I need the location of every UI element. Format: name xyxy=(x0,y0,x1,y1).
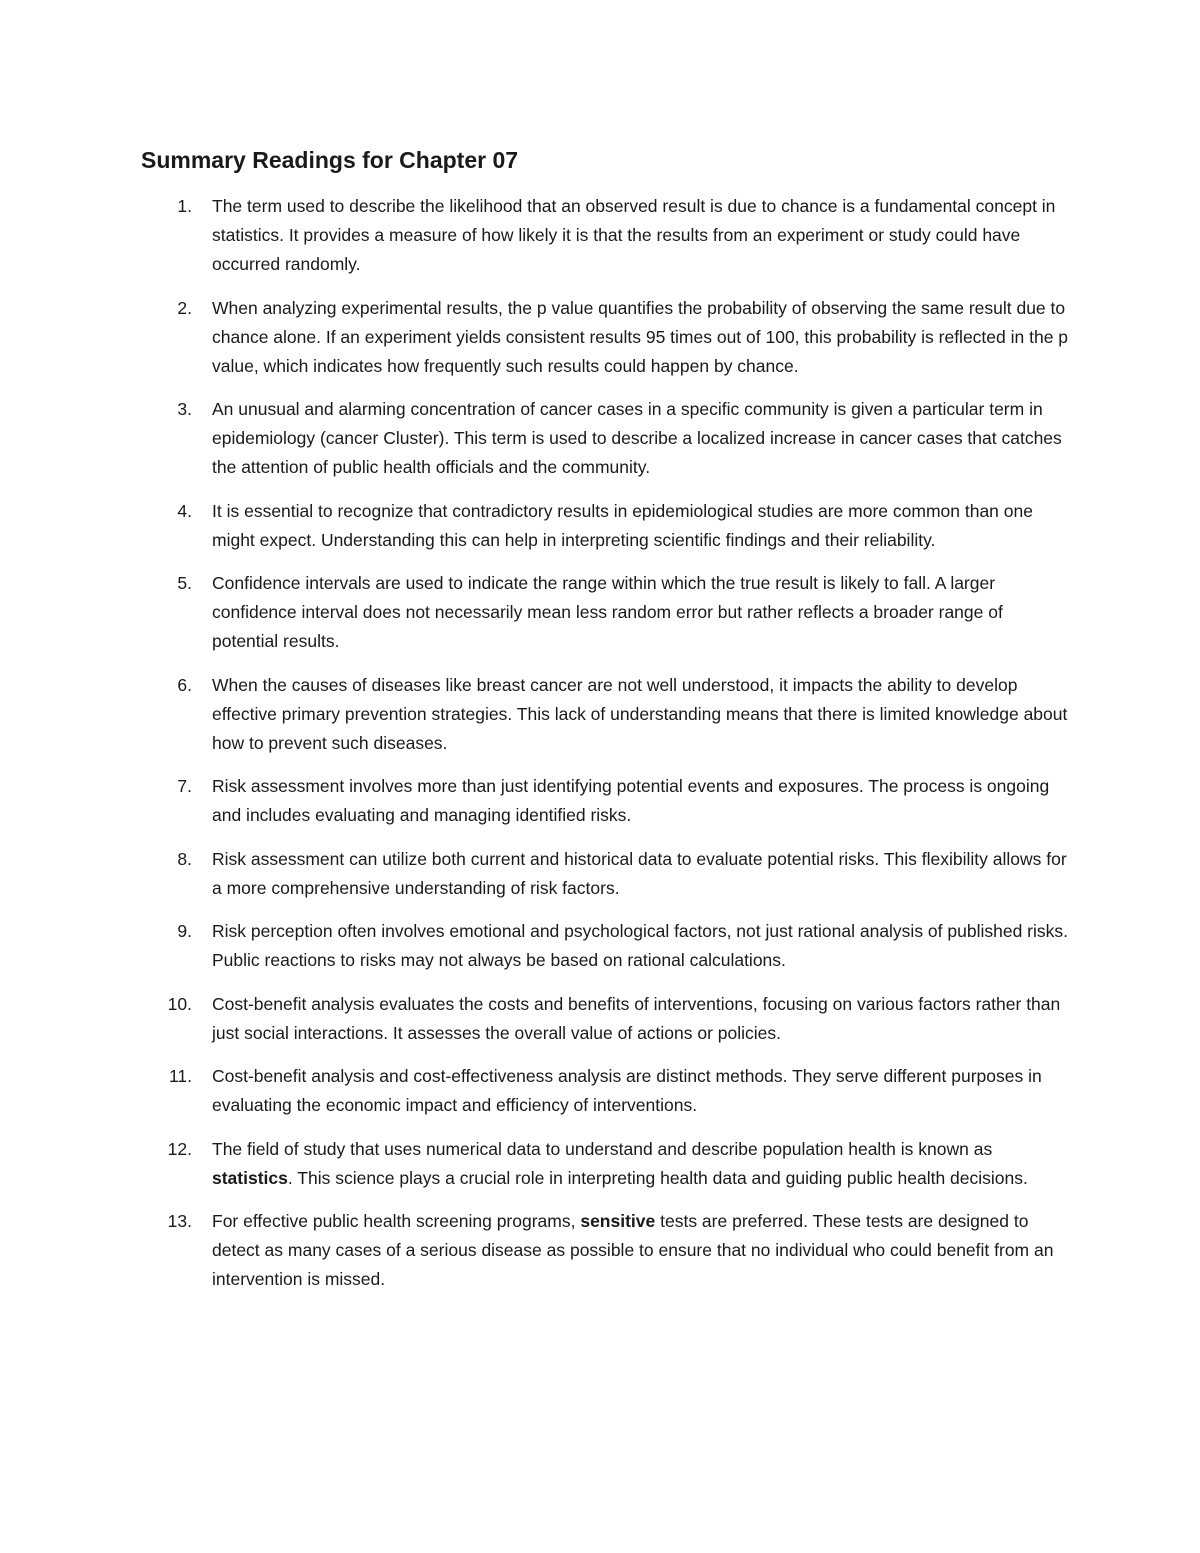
list-item-number: 4. xyxy=(177,500,192,521)
list-item xyxy=(0,1135,1200,1193)
list-item-number: 2. xyxy=(177,297,192,318)
list-item xyxy=(0,497,1200,555)
text-segment: The term used to describe the likelihood that an observed result is due to chance is a fundamental concept in statistics. It provides a measure of how likely it is that the results from an experiment or study could have occurred randomly. xyxy=(212,196,1056,274)
text-segment: Cost-benefit analysis and cost-effectiveness analysis are distinct methods. They serve different purposes in evaluating the economic impact and efficiency of interventions. xyxy=(212,1066,1042,1115)
list-item xyxy=(0,1062,1200,1120)
list-item-text xyxy=(212,1207,1070,1294)
list-item xyxy=(0,395,1200,482)
list-item-text xyxy=(212,569,1070,656)
list-item-text xyxy=(212,294,1070,381)
text-segment: Risk assessment can utilize both current and historical data to evaluate potential risks. This flexibility allows for a more comprehensive understanding of risk factors. xyxy=(212,848,1067,898)
text-segment: . This science plays a crucial role in interpreting health data and guiding public health decisions. xyxy=(287,1167,1028,1188)
list-item xyxy=(0,990,1200,1048)
text-segment: For effective public health screening programs, xyxy=(212,1211,581,1231)
list-item xyxy=(0,1207,1200,1294)
list-item xyxy=(0,772,1200,830)
list-item-text xyxy=(212,1062,1070,1120)
summary-list xyxy=(0,192,1200,1309)
text-segment: tests are preferred. These tests are designed to detect as many cases of a serious disease as possible to ensure that no individual who could benefit from an intervention is missed. xyxy=(212,1211,1054,1289)
text-segment: An unusual and alarming concentration of cancer cases in a specific community is given a particular term in epidemiology (cancer Cluster). This term is used to describe a localized increase in cancer cases that catches the attention of public health officials and the community. xyxy=(212,399,1062,477)
list-item xyxy=(0,845,1200,903)
text-segment: The field of study that uses numerical data to understand and describe population health is known as xyxy=(212,1138,993,1159)
list-item-text xyxy=(212,1135,1070,1193)
list-item-text xyxy=(212,990,1070,1048)
list-item-number: 11. xyxy=(168,1066,192,1086)
list-item-number: 10. xyxy=(167,993,192,1014)
list-item-text xyxy=(212,671,1070,758)
list-item-number: 3. xyxy=(177,399,192,419)
list-item xyxy=(0,192,1200,279)
list-item xyxy=(0,917,1200,975)
text-segment: When the causes of diseases like breast cancer are not well understood, it impacts the ability to develop effective primary prevention strategies. This lack of understanding means that there is limited knowledge about how to prevent such diseases. xyxy=(212,674,1068,753)
list-item-number: 5. xyxy=(177,573,192,593)
text-segment: When analyzing experimental results, the p value quantifies the probability of observing the same result due to chance alone. If an experiment yields consistent results 95 times out of 100, this probability is reflected in the p value, which indicates how frequently such results could happen by chance. xyxy=(212,297,1069,376)
list-item-text xyxy=(212,917,1070,975)
list-item-text xyxy=(212,395,1070,482)
list-item-number: 13. xyxy=(167,1211,192,1231)
list-item-text xyxy=(212,497,1070,555)
list-item-number: 9. xyxy=(177,921,192,941)
bold-term: sensitive xyxy=(580,1211,656,1231)
text-segment: Risk assessment involves more than just identifying potential events and exposures. The process is ongoing and includes evaluating and managing identified risks. xyxy=(212,776,1050,825)
list-item-number: 1. xyxy=(177,196,192,216)
list-item-text xyxy=(212,772,1070,830)
list-item xyxy=(0,294,1200,381)
list-item-number: 6. xyxy=(177,674,192,695)
text-segment: Confidence intervals are used to indicate the range within which the true result is likely to fall. A larger confidence interval does not necessarily mean less random error but rather reflects a broader range of potential results. xyxy=(212,573,1003,651)
list-item-number: 8. xyxy=(177,848,192,869)
list-item xyxy=(0,671,1200,758)
list-item-number: 12. xyxy=(167,1138,192,1159)
list-item-number: 7. xyxy=(177,776,192,796)
text-segment: Cost-benefit analysis evaluates the costs and benefits of interventions, focusing on various factors rather than just social interactions. It assesses the overall value of actions or policies. xyxy=(212,993,1061,1043)
list-item-text xyxy=(212,192,1070,279)
text-segment: It is essential to recognize that contradictory results in epidemiological studies are more common than one might expect. Understanding this can help in interpreting scientific findings and their reliability. xyxy=(212,500,1033,550)
list-item-text xyxy=(212,845,1070,903)
text-segment: Risk perception often involves emotional and psychological factors, not just rational analysis of published risks. Public reactions to risks may not always be based on rational calculations. xyxy=(212,921,1069,970)
list-item xyxy=(0,569,1200,656)
bold-term: statistics xyxy=(212,1167,288,1188)
page-title: Summary Readings for Chapter 07 xyxy=(141,147,519,173)
